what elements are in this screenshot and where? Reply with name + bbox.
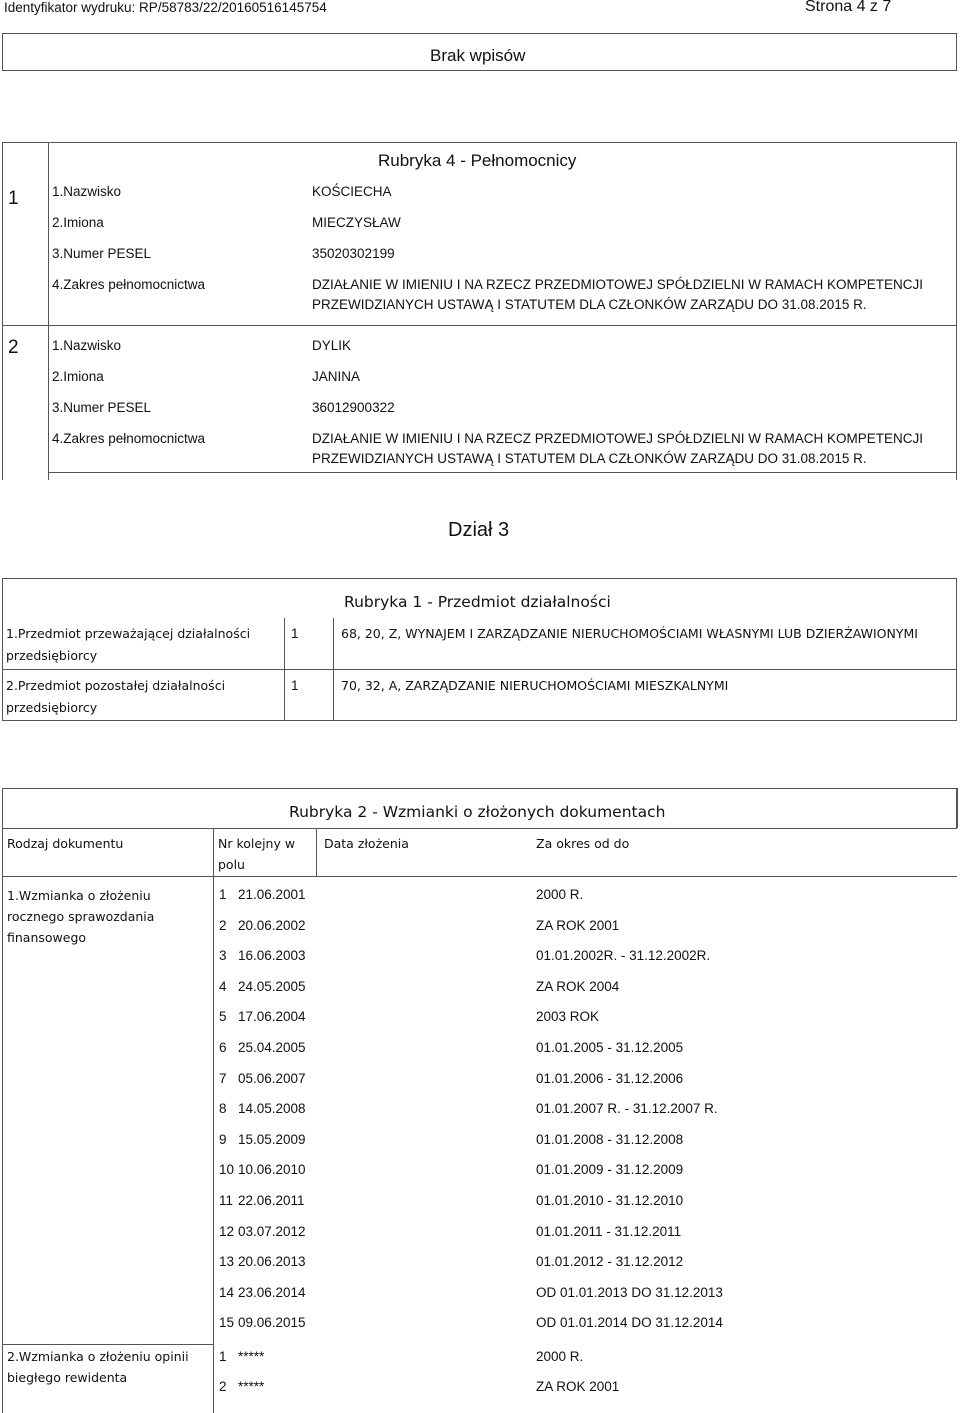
scope-value-line1: DZIAŁANIE W IMIENIU I NA RZECZ PRZEDMIOTOWEJ SPÓŁDZIELNI W RAMACH KOMPETENCJI [312, 431, 924, 446]
row-period: 01.01.2008 - 31.12.2008 [536, 1131, 684, 1147]
scope-value-line2: PRZEWIDZIANYCH USTAWĄ I STATUTEM DLA CZŁONKÓW ZARZĄDU DO 31.08.2015 R. [312, 297, 867, 312]
row-period: 01.01.2009 - 31.12.2009 [536, 1162, 684, 1178]
activity-label: 2.Przedmiot pozostałej działalności [6, 678, 226, 693]
row-nr: 1 [219, 887, 227, 902]
row-period: ZA ROK 2001 [536, 917, 620, 933]
row-period: 01.01.2002R. - 31.12.2002R. [536, 948, 711, 964]
row-date: ***** [238, 1349, 265, 1364]
row-period: 2000 R. [536, 1349, 584, 1364]
names-value: JANINA [312, 369, 361, 384]
row-nr: 5 [219, 1009, 227, 1025]
row-nr: 2 [219, 1379, 227, 1394]
row-nr: 15 [219, 1315, 235, 1331]
row-period: 01.01.2011 - 31.12.2011 [536, 1223, 682, 1239]
row-nr: 8 [219, 1101, 227, 1117]
doc-type-label: 1.Wzmianka o złożeniu [7, 888, 151, 903]
activity-label: 1.Przedmiot przeważającej działalności [6, 626, 251, 641]
col-period: Za okres od do [536, 836, 630, 851]
doc-type-label-cont: finansowego [7, 930, 87, 945]
row-period: OD 01.01.2014 DO 31.12.2014 [536, 1315, 723, 1331]
col-nr: Nr kolejny w [218, 836, 296, 851]
col-doc-type: Rodzaj dokumentu [7, 836, 124, 851]
row-nr: 3 [219, 948, 227, 964]
label-scope: 4.Zakres pełnomocnictwa [52, 277, 206, 292]
row-nr: 11 [219, 1193, 234, 1208]
doc-type-label-cont: biegłego rewidenta [7, 1370, 128, 1385]
row-nr: 2 [219, 917, 227, 933]
no-entries-text: Brak wpisów [430, 46, 526, 65]
page-number: Strona 4 z 7 [805, 0, 892, 15]
scope-value-line1: DZIAŁANIE W IMIENIU I NA RZECZ PRZEDMIOTOWEJ SPÓŁDZIELNI W RAMACH KOMPETENCJI [312, 277, 924, 292]
section-title: Dział 3 [448, 519, 510, 541]
doc-type-label-cont: rocznego sprawozdania [7, 909, 155, 924]
row-date: 20.06.2013 [238, 1254, 306, 1270]
row-date: 14.05.2008 [238, 1101, 306, 1117]
row-nr: 12 [219, 1223, 235, 1239]
row-nr: 1 [219, 1349, 227, 1364]
activity-label-cont: przedsiębiorcy [6, 700, 98, 715]
row-date: 20.06.2002 [238, 917, 306, 933]
row-period: 01.01.2012 - 31.12.2012 [536, 1254, 684, 1270]
rubryka2-title: Rubryka 2 - Wzmianki o złożonych dokumentach [289, 803, 666, 821]
row-date: 17.06.2004 [238, 1009, 306, 1025]
activity-no: 1 [291, 626, 299, 641]
row-nr: 10 [219, 1162, 235, 1178]
row-period: 01.01.2005 - 31.12.2005 [536, 1040, 684, 1055]
row-nr: 14 [219, 1284, 235, 1300]
row-date: 05.06.2007 [238, 1070, 306, 1086]
row-date: 10.06.2010 [238, 1162, 306, 1178]
col-nr-cont: polu [218, 857, 245, 872]
row-period: ZA ROK 2001 [536, 1379, 620, 1394]
label-pesel: 3.Numer PESEL [52, 246, 152, 261]
row-date: ***** [238, 1379, 265, 1394]
surname-value: DYLIK [312, 338, 352, 353]
label-surname: 1.Nazwisko [52, 184, 122, 199]
row-period: ZA ROK 2004 [536, 978, 620, 994]
row-nr: 13 [219, 1254, 235, 1270]
print-identifier: Identyfikator wydruku: RP/58783/22/20160516145754 [4, 0, 327, 15]
entry-number: 1 [8, 188, 19, 209]
row-nr: 7 [219, 1070, 227, 1086]
row-nr: 6 [219, 1040, 227, 1055]
row-date: 23.06.2014 [238, 1284, 306, 1300]
row-date: 09.06.2015 [238, 1315, 306, 1331]
row-date: 22.06.2011 [238, 1193, 305, 1208]
row-period: 01.01.2006 - 31.12.2006 [536, 1070, 684, 1086]
names-value: MIECZYSŁAW [312, 215, 401, 230]
row-period: OD 01.01.2013 DO 31.12.2013 [536, 1284, 723, 1300]
entry-number: 2 [8, 337, 19, 358]
row-date: 15.05.2009 [238, 1131, 306, 1147]
label-surname: 1.Nazwisko [52, 338, 122, 353]
row-date: 24.05.2005 [238, 978, 306, 994]
surname-value: KOŚCIECHA [312, 184, 392, 199]
row-period: 01.01.2007 R. - 31.12.2007 R. [536, 1101, 718, 1117]
row-nr: 4 [219, 978, 227, 994]
row-date: 25.04.2005 [238, 1040, 306, 1055]
activity-label-cont: przedsiębiorcy [6, 648, 98, 663]
activity-value: 68, 20, Z, WYNAJEM I ZARZĄDZANIE NIERUCHOMOŚCIAMI WŁASNYMI LUB DZIERŻAWIONYMI [341, 626, 918, 641]
scope-value-line2: PRZEWIDZIANYCH USTAWĄ I STATUTEM DLA CZŁONKÓW ZARZĄDU DO 31.08.2015 R. [312, 451, 867, 466]
activity-value: 70, 32, A, ZARZĄDZANIE NIERUCHOMOŚCIAMI MIESZKALNYMI [341, 678, 729, 693]
doc-type-label: 2.Wzmianka o złożeniu opinii [7, 1349, 189, 1364]
pesel-value: 36012900322 [312, 400, 395, 415]
pesel-value: 35020302199 [312, 246, 395, 261]
row-nr: 9 [219, 1131, 227, 1147]
label-names: 2.Imiona [52, 369, 104, 384]
rubryka1-title: Rubryka 1 - Przedmiot działalności [344, 593, 611, 611]
row-period: 01.01.2010 - 31.12.2010 [536, 1193, 684, 1208]
row-date: 03.07.2012 [238, 1223, 306, 1239]
activity-no: 1 [291, 678, 299, 693]
row-date: 21.06.2001 [238, 887, 306, 902]
label-names: 2.Imiona [52, 215, 104, 230]
col-date: Data złożenia [324, 836, 409, 851]
row-date: 16.06.2003 [238, 948, 306, 964]
row-period: 2000 R. [536, 887, 584, 902]
rubryka4-title: Rubryka 4 - Pełnomocnicy [378, 151, 577, 170]
row-period: 2003 ROK [536, 1009, 600, 1025]
label-pesel: 3.Numer PESEL [52, 400, 152, 415]
label-scope: 4.Zakres pełnomocnictwa [52, 431, 206, 446]
